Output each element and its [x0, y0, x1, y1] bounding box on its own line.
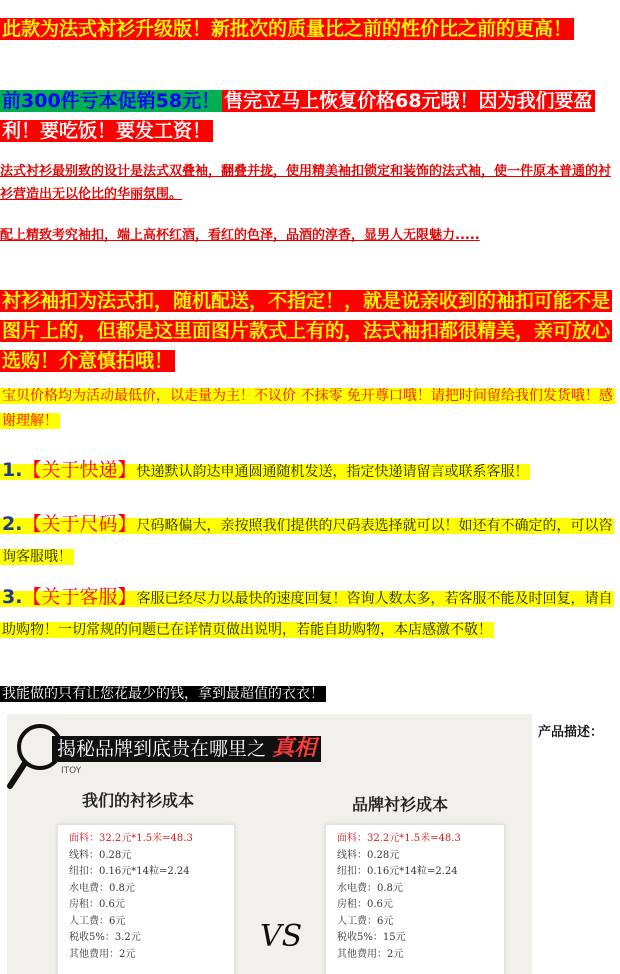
section-title: 【关于尺码】 [22, 513, 137, 535]
vs-label: VS [260, 919, 303, 954]
notice-upgrade-text: 此款为法式衬衫升级版！新批次的质量比之前的性价比之前的更高！ [2, 18, 573, 40]
panel-title [52, 736, 321, 762]
section-title: 【关于客服】 [22, 586, 137, 608]
cost-item: 面料：32.2元*1.5米=48.3 [69, 833, 193, 844]
notice-promo [0, 86, 620, 146]
product-description-label: 产品描述： [538, 725, 604, 740]
notice-cufflinks: 配上精致考究袖扣，端上高杯红酒，看红的色泽，品酒的淳香，显男人无限魅力..... [0, 228, 480, 243]
section-number: 1. [2, 459, 23, 481]
notice-random-cufflinks [0, 286, 620, 376]
cost-item: 纽扣：0.16元*14粒=2.24 [69, 866, 190, 877]
cost-item: 纽扣：0.16元*14粒=2.24 [337, 866, 458, 877]
section-text: 快递默认韵达申通圆通随机发送，指定快递请留言或联系客服！ [136, 464, 529, 480]
section-service-body [0, 586, 614, 638]
notice-price-policy-text: 宝贝价格均为活动最低价，以走量为主！不议价 不抹零 免开尊口哦！请把时间留给我们发货哦！感谢理解！ [2, 388, 613, 429]
cost-item: 房租：0.6元 [69, 899, 125, 910]
cost-item: 税收5%：15元 [337, 932, 406, 943]
cost-item: 线料：0.28元 [337, 849, 400, 861]
section-number: 2. [2, 513, 23, 535]
notice-random-cufflinks-text: 衬衫袖扣为法式扣，随机配送，不指定！，就是说亲收到的袖扣可能不是图片上的，但都是这里面图片款式上有的，法式袖扣都很精美，亲可放心选购！介意慎拍哦！ [2, 290, 611, 372]
slogan-text: 我能做的只有让您花最少的钱，拿到最超值的衣衣！ [2, 686, 324, 702]
section-size-body [0, 513, 614, 565]
notice-upgrade [0, 14, 620, 44]
cost-item: 线料：0.28元 [69, 849, 132, 861]
cost-item: 水电费：0.8元 [337, 882, 403, 894]
brand-cost-card [325, 824, 505, 974]
panel-title-prefix: 揭秘品牌到底贵在哪里之 [57, 738, 267, 760]
cost-item: 人工费：6元 [69, 915, 126, 927]
cost-item: 房租：0.6元 [337, 899, 393, 910]
section-text: 尺码略偏大，亲按照我们提供的尺码表选择就可以！如还有不确定的，可以咨询客服哦！ [2, 518, 613, 565]
our-cost-title: 我们的衬衫成本 [82, 791, 195, 810]
our-cost-card [57, 824, 235, 974]
notice-price-policy [0, 384, 620, 434]
notice-french-cuff: 法式衬衫最别致的设计是法式双叠袖，翻叠并拢，使用精美袖扣锁定和装饰的法式袖，使一件原本普通的衬衫营造出无以伦比的华丽氛围。 [0, 164, 612, 202]
cost-item: 其他费用：2元 [337, 948, 404, 960]
promo-restore-text: 售完立马上恢复价格68元哦！因为我们要盈利！要吃饭！要发工资！ [2, 90, 593, 142]
cost-item: 人工费：6元 [337, 915, 394, 927]
promo-price-text: 前300件亏本促销58元！ [2, 90, 221, 112]
slogan [0, 684, 620, 704]
section-number: 3. [2, 586, 23, 608]
section-shipping-body [0, 459, 530, 481]
section-size [0, 509, 620, 573]
section-shipping [0, 455, 620, 488]
cost-item: 水电费：0.8元 [69, 882, 135, 894]
cost-comparison-image [7, 714, 532, 974]
cost-item: 其他费用：2元 [69, 948, 136, 960]
section-title: 【关于快递】 [22, 459, 137, 481]
section-service [0, 582, 620, 646]
cost-item: 税收5%：3.2元 [69, 932, 141, 943]
cost-item: 面料：32.2元*1.5米=48.3 [337, 833, 461, 844]
brand-small-text: ITOY [61, 766, 82, 776]
section-text: 客服已经尽力以最快的速度回复！咨询人数太多，若客服不能及时回复，请自助购物！一切常规的问题已在详情页做出说明，若能自助购物，本店感激不敬！ [2, 591, 613, 638]
panel-title-accent: 真相 [272, 736, 317, 761]
brand-cost-title: 品牌衬衫成本 [352, 795, 449, 814]
